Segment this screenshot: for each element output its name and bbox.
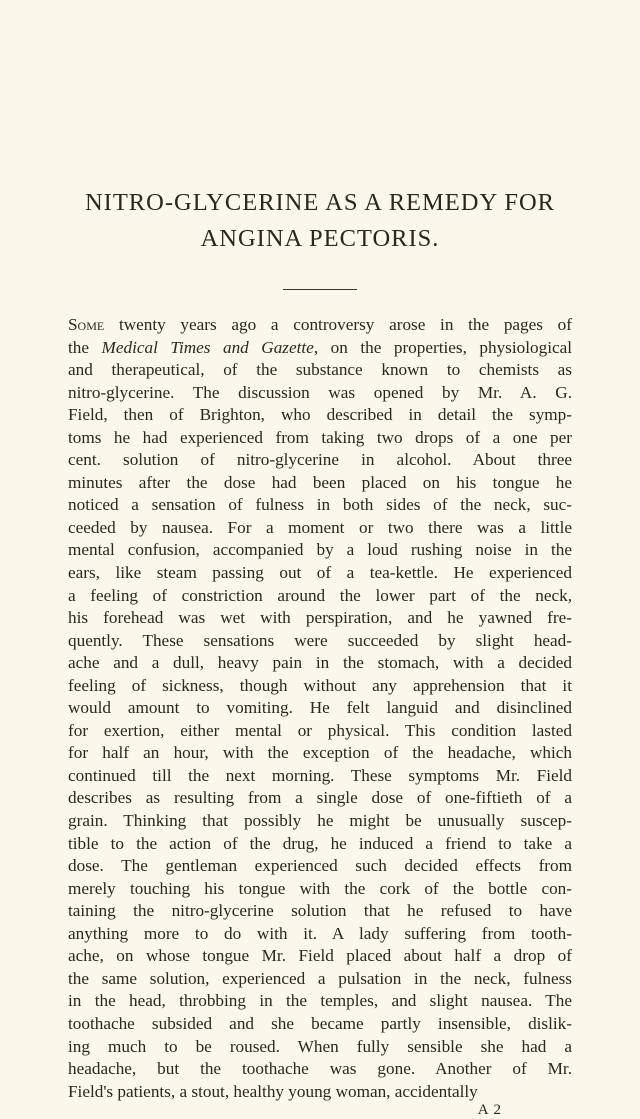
text-line: tible to the action of the drug, he induced a friend to take a	[68, 833, 572, 853]
text-line: quently. These sensations were succeeded by slight head-	[68, 630, 572, 650]
text-line: minutes after the dose had been placed on his tongue he	[68, 472, 572, 492]
chapter-title-line-1: NITRO-GLYCERINE AS A REMEDY FOR	[84, 189, 556, 216]
text-line: ing much to be roused. When fully sensible she had a	[68, 1036, 572, 1056]
text-line: continued till the next morning. These symptoms Mr. Field	[68, 765, 572, 785]
title-divider-rule	[283, 289, 357, 290]
chapter-title	[68, 185, 572, 257]
text-line: anything more to do with it. A lady suffering from tooth-	[68, 923, 572, 943]
text-line: for exertion, either mental or physical. This condition lasted	[68, 720, 572, 740]
text-line: toothache subsided and she became partly insensible, dislik-	[68, 1013, 572, 1033]
text-line: his forehead was wet with perspiration, and he yawned fre-	[68, 608, 572, 628]
text-line: ceeded by nausea. For a moment or two there was a little	[68, 517, 572, 537]
opening-small-caps-word: Some	[68, 315, 105, 334]
text-line: headache, but the toothache was gone. Another of Mr.	[68, 1059, 572, 1079]
text-line: nitro-glycerine. The discussion was opened by Mr. A. G.	[68, 382, 572, 402]
text-line: Field, then of Brighton, who described in detail the symp-	[68, 405, 572, 425]
text-line: merely touching his tongue with the cork of the bottle con-	[68, 878, 572, 898]
text-line: cent. solution of nitro-glycerine in alcohol. About three	[68, 450, 572, 470]
text-line: Field's patients, a stout, healthy young woman, accidentally	[68, 1081, 478, 1101]
text-line: feeling of sickness, though without any apprehension that it	[68, 675, 572, 695]
text-line: and therapeutical, of the substance known to chemists as	[68, 360, 572, 380]
text-line: ache and a dull, heavy pain in the stomach, with a decided	[68, 653, 572, 673]
journal-name-italic: Medical Times and Gazette	[101, 337, 314, 357]
text-line: noticed a sensation of fulness in both sides of the neck, suc-	[68, 495, 572, 515]
text-line: grain. Thinking that possibly he might be unusually suscep-	[68, 811, 572, 831]
text-line: taining the nitro-glycerine solution that he refused to have	[68, 901, 572, 921]
text-line: describes as resulting from a single dose of one-fiftieth of a	[68, 788, 572, 808]
text-line: in the head, throbbing in the temples, and slight nausea. The	[68, 991, 572, 1011]
signature-mark: A 2	[477, 1102, 502, 1119]
text-line: dose. The gentleman experienced such decided effects from	[68, 856, 572, 876]
text-line: Some twenty years ago a controversy arose in the pages of	[68, 315, 572, 334]
chapter-title-line-2: ANGINA PECTORIS.	[200, 225, 440, 252]
text-line: for half an hour, with the exception of the headache, which	[68, 743, 572, 763]
body-paragraph	[68, 314, 572, 1119]
text-line: a feeling of constriction around the lower part of the neck,	[68, 585, 572, 605]
text-line: mental confusion, accompanied by a loud rushing noise in the	[68, 540, 572, 560]
text-line: the Medical Times and Gazette, on the properties, physiological	[68, 337, 573, 357]
text-line: ears, like steam passing out of a tea-kettle. He experienced	[68, 563, 572, 583]
text-line: ache, on whose tongue Mr. Field placed about half a drop of	[68, 946, 572, 966]
text-line: would amount to vomiting. He felt languid and disinclined	[68, 698, 572, 718]
text-line: the same solution, experienced a pulsation in the neck, fulness	[68, 968, 572, 988]
book-page	[68, 185, 572, 1119]
text-line: toms he had experienced from taking two drops of a one per	[68, 427, 572, 447]
